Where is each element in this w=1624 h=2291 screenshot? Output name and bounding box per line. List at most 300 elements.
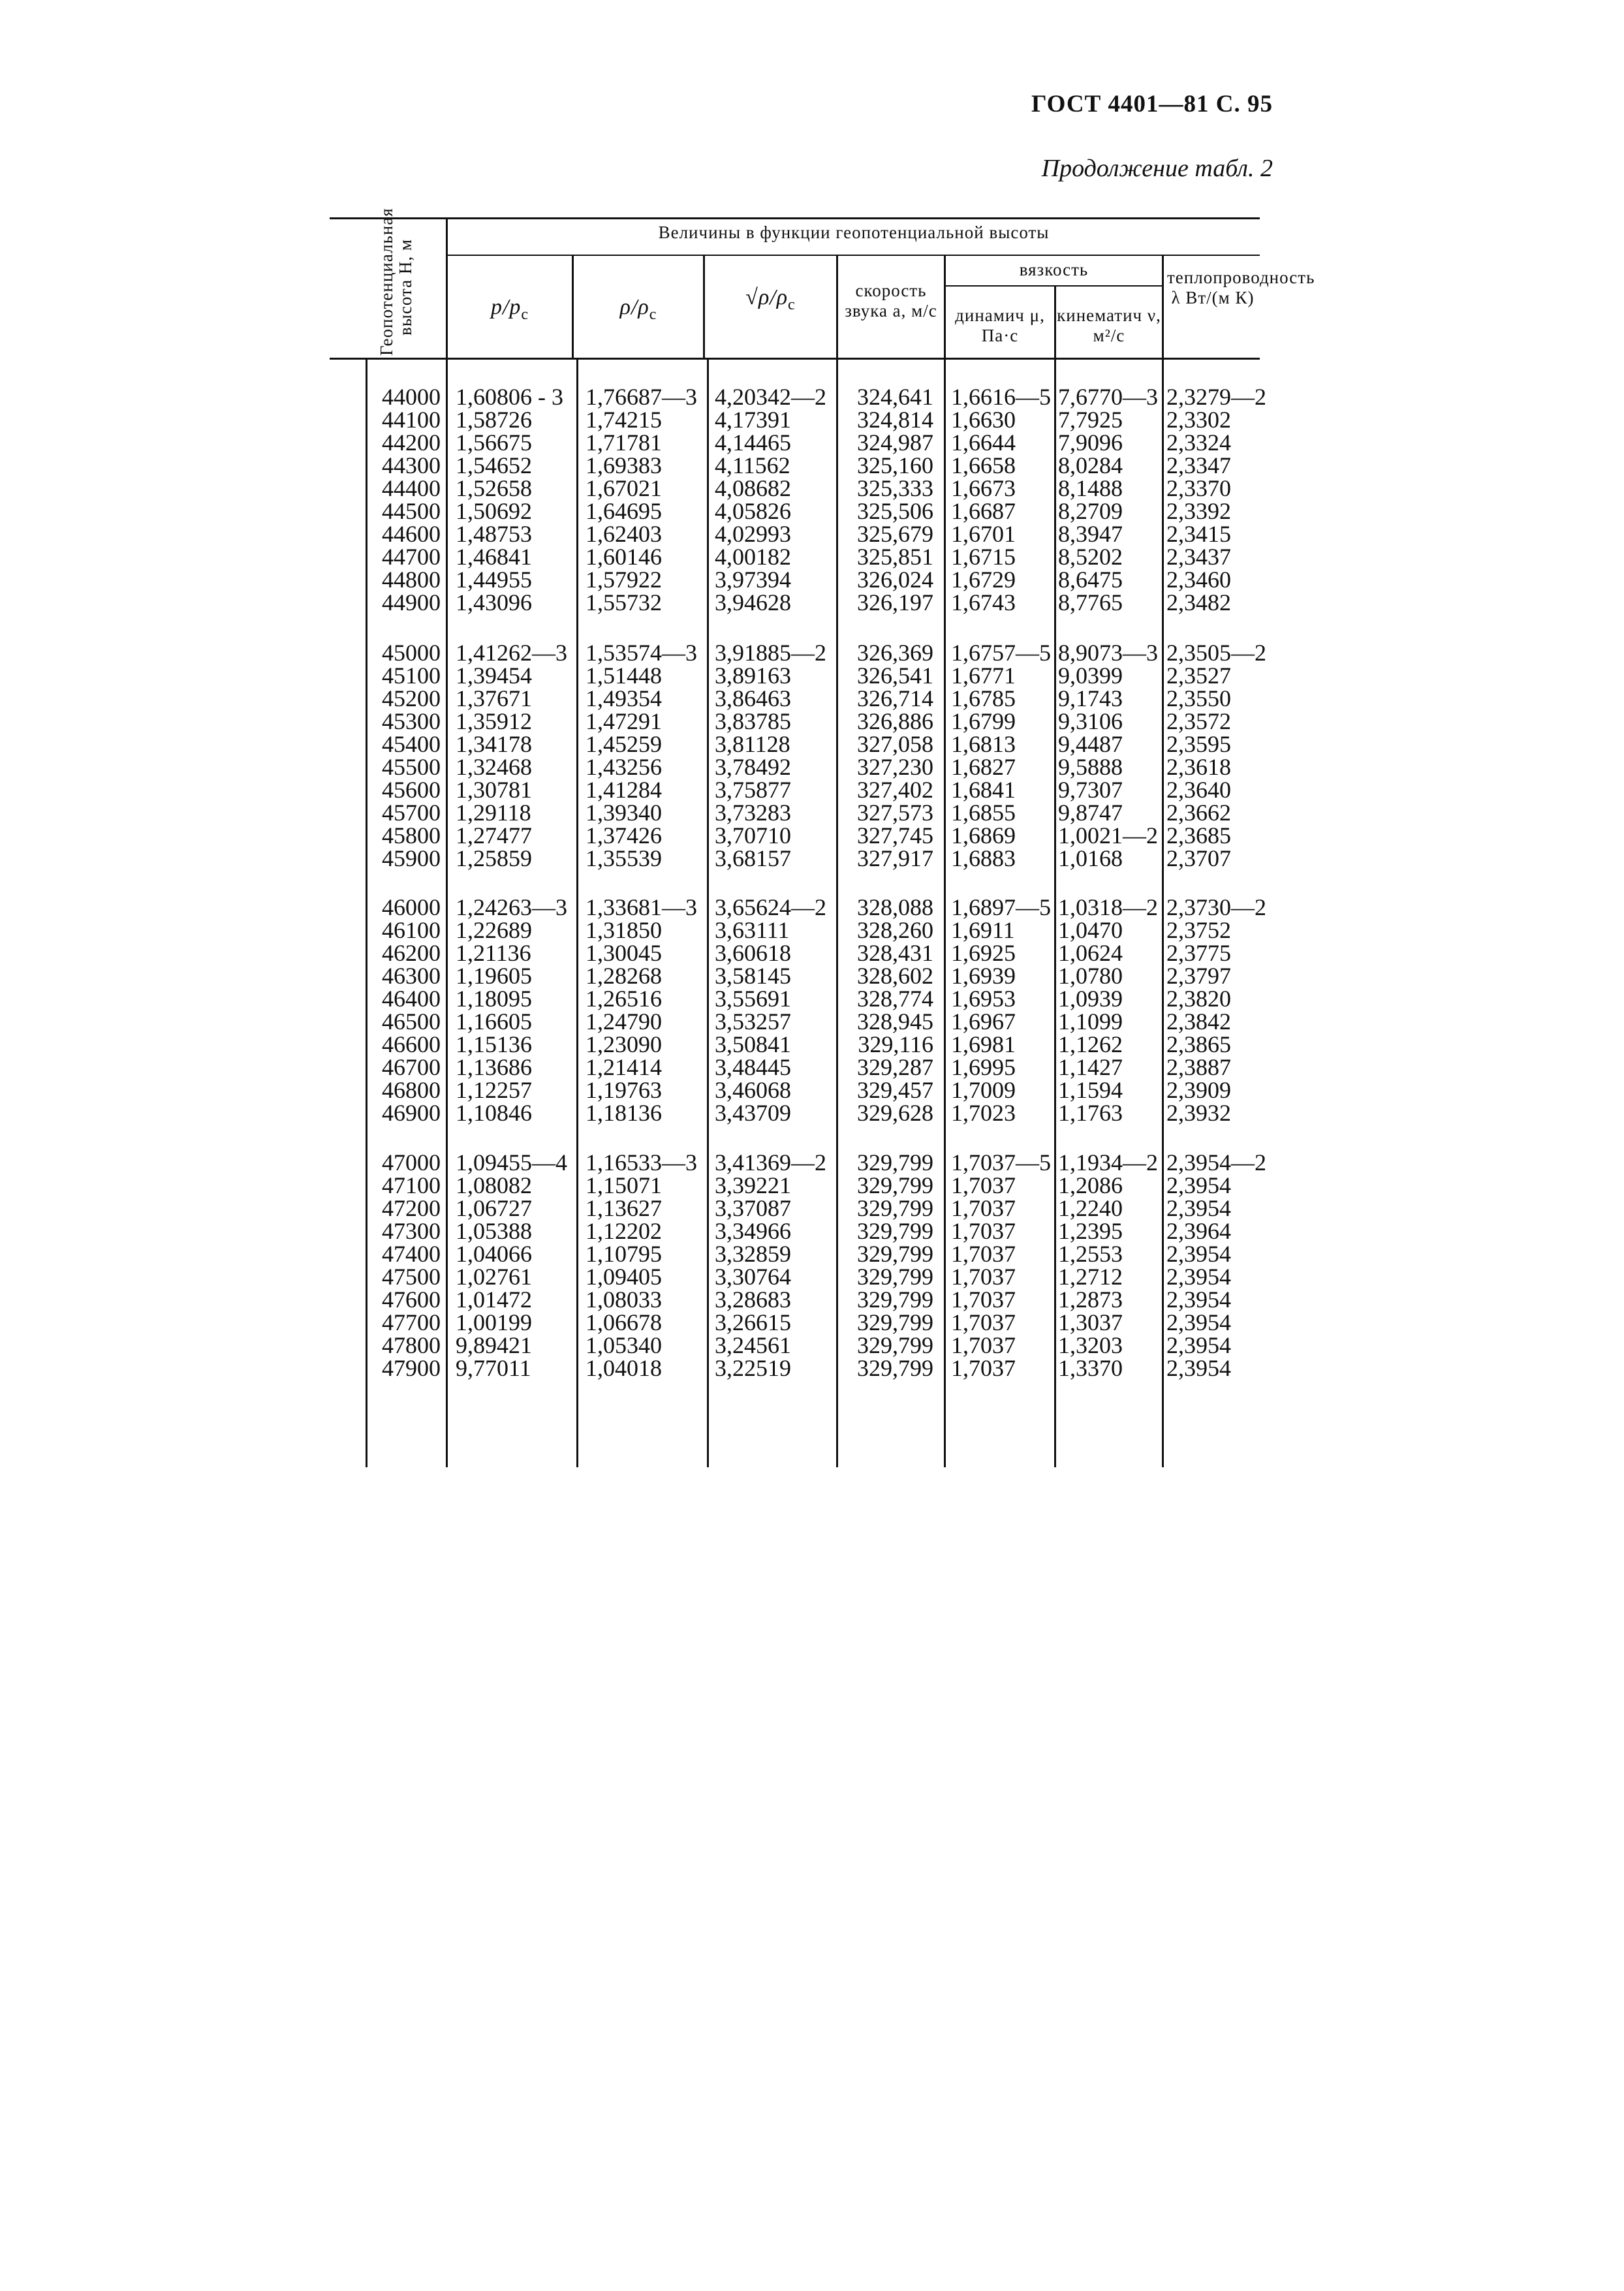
value-cell: 1,53574—3 bbox=[586, 640, 697, 666]
value-cell: 1,2553 bbox=[1058, 1241, 1123, 1267]
table-row bbox=[0, 1102, 1624, 1125]
value-cell: 4,11562 bbox=[715, 452, 790, 478]
value-cell: 3,28683 bbox=[715, 1286, 791, 1313]
value-cell: 3,91885—2 bbox=[715, 640, 826, 666]
value-cell: 1,2395 bbox=[1058, 1218, 1123, 1244]
value-cell: 3,81128 bbox=[715, 731, 790, 757]
value-cell: 1,0780 bbox=[1058, 963, 1123, 989]
value-cell: 8,3947 bbox=[1058, 521, 1123, 547]
value-cell: 1,39454 bbox=[456, 662, 532, 689]
viscosity-header: вязкость bbox=[1019, 260, 1089, 279]
table-row bbox=[0, 1311, 1624, 1334]
altitude-cell: 47700 bbox=[382, 1309, 441, 1335]
value-cell: 1,1594 bbox=[1058, 1077, 1123, 1103]
table-row bbox=[0, 1010, 1624, 1033]
value-cell: 1,08082 bbox=[456, 1172, 532, 1198]
table-row bbox=[0, 1220, 1624, 1243]
value-cell: 1,0168 bbox=[1058, 845, 1123, 871]
value-cell: 1,7037 bbox=[951, 1172, 1016, 1198]
value-cell: 3,30764 bbox=[715, 1264, 791, 1290]
value-cell: 1,6771 bbox=[951, 662, 1016, 689]
value-cell: 1,6616—5 bbox=[951, 384, 1051, 410]
value-cell: 1,6757—5 bbox=[951, 640, 1051, 666]
value-cell: 1,16533—3 bbox=[586, 1149, 697, 1176]
altitude-cell: 45500 bbox=[382, 754, 441, 780]
value-cell: 1,1262 bbox=[1058, 1031, 1123, 1057]
value-cell: 8,6475 bbox=[1058, 567, 1123, 593]
value-cell: 2,3662 bbox=[1166, 800, 1231, 826]
altitude-cell: 45900 bbox=[382, 845, 441, 871]
value-cell: 2,3392 bbox=[1166, 498, 1231, 524]
value-cell: 1,28268 bbox=[586, 963, 662, 989]
value-cell: 1,39340 bbox=[586, 800, 662, 826]
value-cell: 1,7037 bbox=[951, 1241, 1016, 1267]
value-cell: 3,58145 bbox=[715, 963, 791, 989]
value-cell: 1,6981 bbox=[951, 1031, 1016, 1057]
value-cell: 1,0470 bbox=[1058, 917, 1123, 943]
value-cell: 4,14465 bbox=[715, 429, 791, 456]
table-continuation-label: Продолжение табл. 2 bbox=[1041, 155, 1273, 182]
group-header: Величины в функции геопотенциальной высоты bbox=[658, 223, 1050, 242]
table-row bbox=[0, 386, 1624, 409]
value-cell: 1,2240 bbox=[1058, 1195, 1123, 1221]
value-cell: 3,65624—2 bbox=[715, 894, 826, 920]
altitude-cell: 45100 bbox=[382, 662, 441, 689]
table-row bbox=[0, 1174, 1624, 1197]
value-cell: 3,63111 bbox=[715, 917, 790, 943]
altitude-cell: 45000 bbox=[382, 640, 441, 666]
value-cell: 8,2709 bbox=[1058, 498, 1123, 524]
value-cell: 1,04018 bbox=[586, 1355, 662, 1381]
table-row bbox=[0, 847, 1624, 870]
pressure-ratio-header: $p/p_c$ bbox=[490, 295, 529, 323]
value-cell: 2,3865 bbox=[1166, 1031, 1231, 1057]
value-cell: 2,3954 bbox=[1166, 1195, 1231, 1221]
value-cell: 1,44955 bbox=[456, 567, 532, 593]
value-cell: 1,0624 bbox=[1058, 940, 1123, 966]
value-cell: 1,0939 bbox=[1058, 986, 1123, 1012]
value-cell: 1,6827 bbox=[951, 754, 1016, 780]
value-cell: 1,1763 bbox=[1058, 1100, 1123, 1126]
sqrt-density-ratio-header: $√\rho/\rho_c$ bbox=[745, 285, 796, 313]
value-cell: 1,6673 bbox=[951, 475, 1016, 501]
value-cell: 1,43096 bbox=[456, 589, 532, 616]
value-cell: 327,745 bbox=[857, 822, 933, 849]
value-cell: 1,48753 bbox=[456, 521, 532, 547]
altitude-cell: 46600 bbox=[382, 1031, 441, 1057]
value-cell: 2,3820 bbox=[1166, 986, 1231, 1012]
table-row bbox=[0, 664, 1624, 687]
value-cell: 3,26615 bbox=[715, 1309, 791, 1335]
table-row bbox=[0, 591, 1624, 614]
value-cell: 1,41262—3 bbox=[456, 640, 567, 666]
value-cell: 326,714 bbox=[857, 685, 933, 711]
value-cell: 3,68157 bbox=[715, 845, 791, 871]
value-cell: 3,22519 bbox=[715, 1355, 791, 1381]
value-cell: 3,53257 bbox=[715, 1008, 791, 1035]
value-cell: 1,12257 bbox=[456, 1077, 532, 1103]
table-row bbox=[0, 1056, 1624, 1079]
table-row bbox=[0, 1197, 1624, 1220]
value-cell: 4,02993 bbox=[715, 521, 791, 547]
table-row bbox=[0, 431, 1624, 454]
altitude-cell: 44000 bbox=[382, 384, 441, 410]
value-cell: 8,1488 bbox=[1058, 475, 1123, 501]
value-cell: 1,06727 bbox=[456, 1195, 532, 1221]
table-row bbox=[0, 1357, 1624, 1380]
value-cell: 1,6911 bbox=[951, 917, 1015, 943]
value-cell: 2,3752 bbox=[1166, 917, 1231, 943]
header-col-rule bbox=[836, 256, 838, 359]
value-cell: 9,4487 bbox=[1058, 731, 1123, 757]
value-cell: 2,3640 bbox=[1166, 777, 1231, 803]
value-cell: 1,29118 bbox=[456, 800, 531, 826]
value-cell: 1,6785 bbox=[951, 685, 1016, 711]
value-cell: 3,34966 bbox=[715, 1218, 791, 1244]
value-cell: 3,78492 bbox=[715, 754, 791, 780]
value-cell: 2,3685 bbox=[1166, 822, 1231, 849]
value-cell: 329,116 bbox=[858, 1031, 933, 1057]
value-cell: 2,3954 bbox=[1166, 1172, 1231, 1198]
table-row bbox=[0, 642, 1624, 664]
value-cell: 328,260 bbox=[857, 917, 933, 943]
value-cell: 1,6813 bbox=[951, 731, 1016, 757]
value-cell: 4,08682 bbox=[715, 475, 791, 501]
value-cell: 1,74215 bbox=[586, 407, 662, 433]
table-row bbox=[0, 1334, 1624, 1357]
altitude-cell: 46800 bbox=[382, 1077, 441, 1103]
value-cell: 4,17391 bbox=[715, 407, 791, 433]
value-cell: 327,573 bbox=[857, 800, 933, 826]
value-cell: 329,799 bbox=[857, 1241, 933, 1267]
value-cell: 1,7037—5 bbox=[951, 1149, 1051, 1176]
altitude-cell: 47600 bbox=[382, 1286, 441, 1313]
value-cell: 327,917 bbox=[857, 845, 933, 871]
value-cell: 3,94628 bbox=[715, 589, 791, 616]
value-cell: 1,24790 bbox=[586, 1008, 662, 1035]
value-cell: 1,41284 bbox=[586, 777, 662, 803]
value-cell: 1,0318—2 bbox=[1058, 894, 1158, 920]
value-cell: 1,13627 bbox=[586, 1195, 662, 1221]
value-cell: 1,27477 bbox=[456, 822, 532, 849]
table-row bbox=[0, 733, 1624, 756]
value-cell: 9,3106 bbox=[1058, 708, 1123, 734]
value-cell: 1,01472 bbox=[456, 1286, 532, 1313]
table-row bbox=[0, 710, 1624, 733]
value-cell: 1,54652 bbox=[456, 452, 532, 478]
value-cell: 4,05826 bbox=[715, 498, 791, 524]
value-cell: 1,6897—5 bbox=[951, 894, 1051, 920]
value-cell: 1,2086 bbox=[1058, 1172, 1123, 1198]
value-cell: 3,46068 bbox=[715, 1077, 791, 1103]
value-cell: 2,3887 bbox=[1166, 1054, 1231, 1080]
value-cell: 2,3842 bbox=[1166, 1008, 1231, 1035]
table-row bbox=[0, 523, 1624, 546]
value-cell: 325,333 bbox=[857, 475, 933, 501]
value-cell: 1,6953 bbox=[951, 986, 1016, 1012]
altitude-cell: 46300 bbox=[382, 963, 441, 989]
altitude-cell: 47000 bbox=[382, 1149, 441, 1176]
value-cell: 1,13686 bbox=[456, 1054, 532, 1080]
value-cell: 329,457 bbox=[857, 1077, 933, 1103]
value-cell: 1,71781 bbox=[586, 429, 662, 456]
value-cell: 9,1743 bbox=[1058, 685, 1123, 711]
value-cell: 2,3954 bbox=[1166, 1264, 1231, 1290]
value-cell: 3,41369—2 bbox=[715, 1149, 826, 1176]
value-cell: 324,814 bbox=[857, 407, 933, 433]
value-cell: 1,26516 bbox=[586, 986, 662, 1012]
table-row bbox=[0, 1151, 1624, 1174]
density-ratio-header: $\rho/\rho_c$ bbox=[619, 295, 657, 323]
value-cell: 1,62403 bbox=[586, 521, 662, 547]
value-cell: 1,24263—3 bbox=[456, 894, 567, 920]
value-cell: 1,02761 bbox=[456, 1264, 532, 1290]
table-row bbox=[0, 1079, 1624, 1102]
value-cell: 1,15136 bbox=[456, 1031, 532, 1057]
value-cell: 1,45259 bbox=[586, 731, 662, 757]
altitude-cell: 47800 bbox=[382, 1332, 441, 1358]
value-cell: 2,3347 bbox=[1166, 452, 1231, 478]
value-cell: 1,16605 bbox=[456, 1008, 532, 1035]
value-cell: 1,10846 bbox=[456, 1100, 532, 1126]
table-row bbox=[0, 779, 1624, 802]
table-row bbox=[0, 569, 1624, 591]
table-row bbox=[0, 942, 1624, 965]
altitude-cell: 45600 bbox=[382, 777, 441, 803]
value-cell: 1,69383 bbox=[586, 452, 662, 478]
table-row bbox=[0, 896, 1624, 919]
value-cell: 1,6939 bbox=[951, 963, 1016, 989]
value-cell: 1,09405 bbox=[586, 1264, 662, 1290]
value-cell: 1,6743 bbox=[951, 589, 1016, 616]
value-cell: 1,7023 bbox=[951, 1100, 1016, 1126]
group-title-rule bbox=[446, 255, 1260, 256]
value-cell: 2,3550 bbox=[1166, 685, 1231, 711]
value-cell: 1,25859 bbox=[456, 845, 532, 871]
value-cell: 2,3595 bbox=[1166, 731, 1231, 757]
value-cell: 329,287 bbox=[857, 1054, 933, 1080]
value-cell: 1,6995 bbox=[951, 1054, 1016, 1080]
altitude-cell: 47400 bbox=[382, 1241, 441, 1267]
value-cell: 1,6883 bbox=[951, 845, 1016, 871]
value-cell: 1,18095 bbox=[456, 986, 532, 1012]
value-cell: 4,00182 bbox=[715, 544, 791, 570]
value-cell: 1,6925 bbox=[951, 940, 1016, 966]
value-cell: 1,64695 bbox=[586, 498, 662, 524]
value-cell: 325,506 bbox=[857, 498, 933, 524]
value-cell: 1,21136 bbox=[456, 940, 531, 966]
value-cell: 9,7307 bbox=[1058, 777, 1123, 803]
altitude-cell: 47100 bbox=[382, 1172, 441, 1198]
table-top-rule bbox=[330, 217, 1260, 219]
altitude-cell: 44900 bbox=[382, 589, 441, 616]
value-cell: 2,3415 bbox=[1166, 521, 1231, 547]
value-cell: 326,886 bbox=[857, 708, 933, 734]
value-cell: 1,35539 bbox=[586, 845, 662, 871]
value-cell: 329,799 bbox=[857, 1286, 933, 1313]
value-cell: 1,31850 bbox=[586, 917, 662, 943]
value-cell: 1,2873 bbox=[1058, 1286, 1123, 1313]
value-cell: 7,7925 bbox=[1058, 407, 1123, 433]
value-cell: 9,0399 bbox=[1058, 662, 1123, 689]
value-cell: 329,799 bbox=[857, 1332, 933, 1358]
value-cell: 1,1099 bbox=[1058, 1008, 1123, 1035]
value-cell: 3,73283 bbox=[715, 800, 791, 826]
altitude-column-header: Геопотенциальная высота H, м bbox=[377, 208, 415, 356]
value-cell: 2,3437 bbox=[1166, 544, 1231, 570]
value-cell: 2,3954 bbox=[1166, 1332, 1231, 1358]
value-cell: 2,3370 bbox=[1166, 475, 1231, 501]
altitude-cell: 44700 bbox=[382, 544, 441, 570]
value-cell: 2,3618 bbox=[1166, 754, 1231, 780]
altitude-cell: 47300 bbox=[382, 1218, 441, 1244]
table-row bbox=[0, 988, 1624, 1010]
value-cell: 1,51448 bbox=[586, 662, 662, 689]
value-cell: 2,3279—2 bbox=[1166, 384, 1266, 410]
value-cell: 1,47291 bbox=[586, 708, 662, 734]
table-row bbox=[0, 1266, 1624, 1288]
table-row bbox=[0, 1033, 1624, 1056]
value-cell: 3,39221 bbox=[715, 1172, 791, 1198]
value-cell: 9,5888 bbox=[1058, 754, 1123, 780]
value-cell: 2,3302 bbox=[1166, 407, 1231, 433]
value-cell: 3,89163 bbox=[715, 662, 791, 689]
value-cell: 3,83785 bbox=[715, 708, 791, 734]
altitude-cell: 47500 bbox=[382, 1264, 441, 1290]
value-cell: 1,6658 bbox=[951, 452, 1016, 478]
table-row bbox=[0, 919, 1624, 942]
value-cell: 1,34178 bbox=[456, 731, 532, 757]
value-cell: 2,3707 bbox=[1166, 845, 1231, 871]
value-cell: 3,43709 bbox=[715, 1100, 791, 1126]
value-cell: 1,30045 bbox=[586, 940, 662, 966]
value-cell: 326,369 bbox=[857, 640, 933, 666]
value-cell: 2,3572 bbox=[1166, 708, 1231, 734]
value-cell: 328,088 bbox=[857, 894, 933, 920]
altitude-cell: 47200 bbox=[382, 1195, 441, 1221]
table-row bbox=[0, 546, 1624, 569]
altitude-cell: 46400 bbox=[382, 986, 441, 1012]
value-cell: 3,60618 bbox=[715, 940, 791, 966]
value-cell: 2,3964 bbox=[1166, 1218, 1231, 1244]
value-cell: 1,1934—2 bbox=[1058, 1149, 1158, 1176]
value-cell: 1,6715 bbox=[951, 544, 1016, 570]
value-cell: 1,6701 bbox=[951, 521, 1016, 547]
value-cell: 1,55732 bbox=[586, 589, 662, 616]
value-cell: 1,12202 bbox=[586, 1218, 662, 1244]
value-cell: 1,21414 bbox=[586, 1054, 662, 1080]
value-cell: 325,851 bbox=[857, 544, 933, 570]
value-cell: 327,058 bbox=[857, 731, 933, 757]
value-cell: 1,19605 bbox=[456, 963, 532, 989]
value-cell: 1,50692 bbox=[456, 498, 532, 524]
altitude-cell: 44300 bbox=[382, 452, 441, 478]
value-cell: 325,160 bbox=[857, 452, 933, 478]
value-cell: 329,799 bbox=[857, 1172, 933, 1198]
table-row bbox=[0, 802, 1624, 824]
value-cell: 1,58726 bbox=[456, 407, 532, 433]
table-row bbox=[0, 1243, 1624, 1266]
table-row bbox=[0, 500, 1624, 523]
value-cell: 1,6799 bbox=[951, 708, 1016, 734]
altitude-cell: 45800 bbox=[382, 822, 441, 849]
value-cell: 324,987 bbox=[857, 429, 933, 456]
altitude-cell: 46700 bbox=[382, 1054, 441, 1080]
altitude-cell: 46200 bbox=[382, 940, 441, 966]
altitude-cell: 44600 bbox=[382, 521, 441, 547]
value-cell: 326,541 bbox=[857, 662, 933, 689]
value-cell: 1,18136 bbox=[586, 1100, 662, 1126]
value-cell: 3,97394 bbox=[715, 567, 791, 593]
value-cell: 329,628 bbox=[857, 1100, 933, 1126]
value-cell: 328,774 bbox=[857, 986, 933, 1012]
table-row bbox=[0, 1288, 1624, 1311]
value-cell: 1,67021 bbox=[586, 475, 662, 501]
value-cell: 1,76687—3 bbox=[586, 384, 697, 410]
altitude-cell: 46100 bbox=[382, 917, 441, 943]
value-cell: 329,799 bbox=[857, 1309, 933, 1335]
value-cell: 2,3527 bbox=[1166, 662, 1231, 689]
value-cell: 326,197 bbox=[857, 589, 933, 616]
altitude-cell: 44800 bbox=[382, 567, 441, 593]
value-cell: 1,3203 bbox=[1058, 1332, 1123, 1358]
altitude-cell: 45200 bbox=[382, 685, 441, 711]
value-cell: 2,3324 bbox=[1166, 429, 1231, 456]
value-cell: 1,60806 - 3 bbox=[456, 384, 563, 410]
value-cell: 1,09455—4 bbox=[456, 1149, 567, 1176]
altitude-cell: 47900 bbox=[382, 1355, 441, 1381]
altitude-cell: 44500 bbox=[382, 498, 441, 524]
altitude-cell: 46900 bbox=[382, 1100, 441, 1126]
value-cell: 8,7765 bbox=[1058, 589, 1123, 616]
value-cell: 1,3037 bbox=[1058, 1309, 1123, 1335]
altitude-cell: 45400 bbox=[382, 731, 441, 757]
value-cell: 2,3954 bbox=[1166, 1355, 1231, 1381]
value-cell: 2,3932 bbox=[1166, 1100, 1231, 1126]
value-cell: 1,60146 bbox=[586, 544, 662, 570]
value-cell: 3,86463 bbox=[715, 685, 791, 711]
altitude-cell: 46500 bbox=[382, 1008, 441, 1035]
value-cell: 2,3797 bbox=[1166, 963, 1231, 989]
altitude-cell: 44100 bbox=[382, 407, 441, 433]
value-cell: 1,37426 bbox=[586, 822, 662, 849]
value-cell: 1,6687 bbox=[951, 498, 1016, 524]
value-cell: 327,230 bbox=[857, 754, 933, 780]
value-cell: 324,641 bbox=[857, 384, 933, 410]
altitude-cell: 44200 bbox=[382, 429, 441, 456]
value-cell: 3,75877 bbox=[715, 777, 791, 803]
value-cell: 1,6729 bbox=[951, 567, 1016, 593]
value-cell: 2,3909 bbox=[1166, 1077, 1231, 1103]
value-cell: 1,6855 bbox=[951, 800, 1016, 826]
table-row bbox=[0, 409, 1624, 431]
value-cell: 1,52658 bbox=[456, 475, 532, 501]
value-cell: 1,7037 bbox=[951, 1286, 1016, 1313]
value-cell: 326,024 bbox=[857, 567, 933, 593]
value-cell: 329,799 bbox=[857, 1264, 933, 1290]
value-cell: 1,49354 bbox=[586, 685, 662, 711]
table-row bbox=[0, 756, 1624, 779]
altitude-cell: 45300 bbox=[382, 708, 441, 734]
kinematic-viscosity-header: кинематич ν, м²/с bbox=[1057, 305, 1161, 345]
value-cell: 9,77011 bbox=[456, 1355, 531, 1381]
value-cell: 1,46841 bbox=[456, 544, 532, 570]
value-cell: 1,7037 bbox=[951, 1195, 1016, 1221]
value-cell: 9,8747 bbox=[1058, 800, 1123, 826]
value-cell: 1,6644 bbox=[951, 429, 1016, 456]
value-cell: 3,32859 bbox=[715, 1241, 791, 1267]
thermal-conductivity-header: теплопроводность λ Вт/(м К) bbox=[1167, 268, 1315, 307]
